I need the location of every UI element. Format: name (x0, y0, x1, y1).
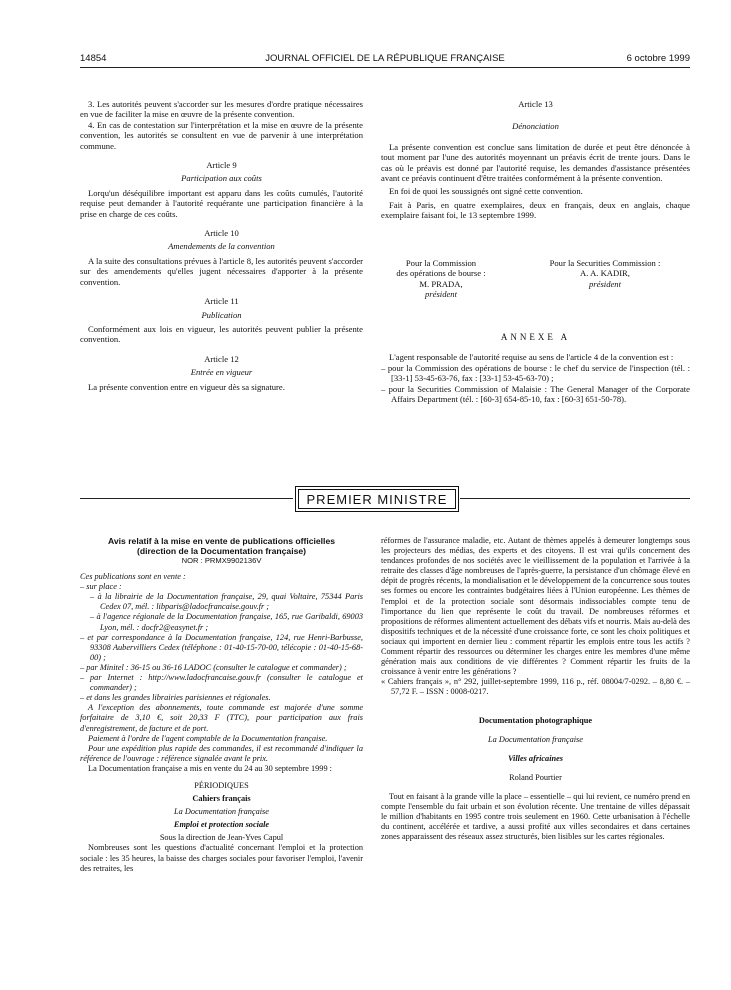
paragraph: réformes de l'assurance maladie, etc. Autant de thèmes appelés à demeurer longtemps sous les projecteurs des médias, des experts et des citoyens. Il est vrai qu'ils concernent des tendances profondes de nos sociétés avec le vieillissement de la population et l'arrivée à la retraite des classes d'âge nombreuses de l'après-guerre, la persistance d'un chômage élevé en dépit de progrès récents, la mondialisation et le développement de la concurrence sous toutes ses formes ou encore les contraintes budgétaires liées à l'Union européenne. Les thèmes de l'emploi et de la protection sociale sont désormais indissociables compte tenu de l'importance du lien que représente le coût du travail. De nombreuses réformes et propositions de réformes alimentent actuellement des débats vifs et nourris. Mais au-delà des dispositifs techniques et de la nécessité d'une croissance forte, ce sont les choix politiques et sociaux qui importent en dernier lieu : comment répartir les emplois entre tous les actifs ? Comment répartir des ressources ou déterminer les charges entre les membres d'une même génération mais aux conditions de vie différentes ? Comment répartir les fruits de la croissance à venir entre les générations ? (381, 536, 690, 677)
left-column (80, 99, 363, 392)
list-item: – à l'agence régionale de la Documentation française, 165, rue Garibaldi, 69003 Lyon, mél. : docfr2@easynet.fr ; (90, 612, 363, 632)
paragraph: A l'exception des abonnements, toute commande est majorée d'une somme forfaitaire de 3,10 €, soit 20,33 F (TTC), pour participation aux frais d'enregistrement, de facture et de port. (80, 703, 363, 733)
reference-line: « Cahiers français », n° 292, juillet-septembre 1999, 116 p., réf. 08004/7-0292. – 8,80 €. – 57,72 F. – ISSN : 0008-0217. (381, 677, 690, 697)
list-item: – sur place : (80, 582, 122, 592)
divider-left (80, 498, 293, 499)
list-item: Ces publications sont en vente : (80, 572, 186, 582)
paragraph: Nombreuses sont les questions d'actualité concernant l'emploi et la protection sociale : les 35 heures, la baisse des charges sociales pour favoriser l'emploi, l'avenir des retraites, les (80, 843, 363, 873)
signatory-name: M. PRADA, (419, 278, 463, 289)
publisher: La Documentation française (174, 807, 269, 817)
article-subtitle: Publication (201, 309, 242, 320)
list-item: – par Minitel : 36-15 ou 36-16 LADOC (consulter le catalogue et commander) ; (80, 662, 347, 672)
signatory-name: A. A. KADIR, (580, 268, 630, 279)
paragraph: Paiement à l'ordre de l'agent comptable de la Documentation française. (88, 733, 328, 743)
paragraph: En foi de quoi les soussignés ont signé cette convention. (389, 186, 583, 197)
annexe-a (381, 332, 690, 404)
paragraph: Lorqu'un déséquilibre important est apparu dans les coûts cumulés, l'autorité requise peut demander à l'autorité requérante une participation financière à la prise en charge de ces coûts. (80, 187, 363, 219)
journal-title: JOURNAL OFFICIEL DE LA RÉPUBLIQUE FRANÇAISE (265, 53, 505, 64)
article-title: Article 12 (204, 353, 239, 364)
section-banner (295, 486, 459, 512)
signature-right (520, 258, 690, 289)
annexe-title: ANNEXE A (500, 332, 571, 342)
list-item: – à la librairie de la Documentation française, 29, quai Voltaire, 75344 Paris Cedex 07, mél. : libparis@ladocfrancaise.gouv.fr ; (90, 592, 363, 612)
avis-column (80, 536, 363, 874)
list-item: – pour la Commission des opérations de bourse : le chef du service de l'inspection (tél. : [33-1] 53-45-63-76, fax : [33-1] 53-45-63-70) ; (381, 362, 690, 384)
signatory-role: président (589, 278, 621, 289)
paragraph: Pour une expédition plus rapide des commandes, il est recommandé d'indiquer la référence de l'ouvrage : référence signalée avant le prix. (80, 743, 363, 763)
section-heading: PÉRIODIQUES (194, 780, 249, 790)
list-item: – et dans les grandes librairies parisiennes et régionales. (80, 693, 271, 703)
paragraph: La présente convention est conclue sans limitation de durée et peut être dénoncée à tout moment par l'une des autorités moyennant un préavis écrit de trente jours. Dans le cas où le préavis est donné par l'autorité requise, les demandes d'assistance présentées avant ce préavis continuent d'être traitées conformément à la présente convention. (381, 141, 690, 184)
publications-column (381, 536, 690, 842)
nor-reference: NOR : PRMX9902136V (181, 556, 262, 565)
list-item: – et par correspondance à la Documentation française, 124, rue Henri-Barbusse, 93308 Aubervilliers Cedex (téléphone : 01-40-15-70-00, télécopie : 01-40-15-68-00) ; (80, 632, 363, 662)
signature-line: des opérations de bourse : (396, 268, 486, 279)
article-title: Article 13 (518, 99, 553, 109)
author-line: Roland Pourtier (509, 772, 562, 782)
publication-title: Cahiers français (192, 794, 251, 804)
paragraph: Conformément aux lois en vigueur, les autorités peuvent publier la présente convention. (80, 323, 363, 345)
article-title: Article 10 (204, 228, 239, 239)
paragraph: Fait à Paris, en quatre exemplaires, deux en français, deux en anglais, chaque exemplaire faisant foi, le 13 septembre 1999. (381, 199, 690, 221)
paragraph: La Documentation française a mis en vente du 24 au 30 septembre 1999 : (88, 763, 332, 773)
page-number: 14854 (80, 53, 107, 64)
article-title: Article 11 (204, 296, 239, 307)
paragraph: 4. En cas de contestation sur l'interprétation et la mise en œuvre de la présente convention, les autorités se consultent en vue de parvenir à une interprétation commune. (80, 119, 363, 151)
list-item: – par Internet : http://www.ladocfrancaise.gouv.fr (consulter le catalogue et commander) ; (80, 673, 363, 693)
avis-subtitle: (direction de la Documentation française) (136, 546, 307, 556)
publisher: La Documentation française (488, 734, 583, 744)
article-subtitle: Amendements de la convention (168, 241, 275, 252)
section-banner-label: PREMIER MINISTRE (306, 491, 448, 507)
paragraph: La présente convention entre en vigueur dès sa signature. (88, 381, 285, 392)
article-subtitle: Entrée en vigueur (190, 367, 253, 378)
signatory-role: président (425, 289, 457, 300)
avis-title: Avis relatif à la mise en vente de publications officielles (107, 536, 336, 546)
issue-title: Emploi et protection sociale (173, 820, 270, 830)
issue-date: 6 octobre 1999 (626, 53, 690, 64)
page-header (80, 53, 690, 67)
list-item: – pour la Securities Commission of Malaisie : The General Manager of the Corporate Affairs Department (tél. : [60-3] 654-85-10, fax : [60-3] 651-50-78). (381, 383, 690, 405)
section-heading: Documentation photographique (478, 715, 593, 725)
paragraph: L'agent responsable de l'autorité requise au sens de l'article 4 de la convention est : (389, 352, 674, 363)
article-title: Article 9 (206, 160, 237, 171)
article-subtitle: Participation aux coûts (181, 173, 262, 184)
paragraph: A la suite des consultations prévues à l'article 8, les autorités peuvent s'accorder sur des amendements qu'elles jugent nécessaires d'apporter à la présente convention. (80, 255, 363, 287)
right-column (381, 99, 690, 221)
paragraph: 3. Les autorités peuvent s'accorder sur les mesures d'ordre pratique nécessaires en vue de faciliter la mise en œuvre de la présente convention. (80, 99, 363, 120)
paragraph: Tout en faisant à la grande ville la place – essentielle – qui lui revient, ce numéro prend en compte l'ensemble du fait urbain et son évolution récente. Une trentaine de villes dépassait le million d'habitants en 1995 contre trois seulement en 1960. Cette urbanisation à l'échelle du continent, accélérée et tardive, a aussi profité aux villes secondaires et dans certaines zones apparaissent des réseaux assez structurés, bien lisibles sur les cartes régionales. (381, 791, 690, 842)
issue-title: Villes africaines (507, 753, 564, 763)
editor-line: Sous la direction de Jean-Yves Capul (159, 833, 284, 843)
header-rule (80, 67, 690, 68)
signature-left (381, 258, 501, 300)
article-subtitle: Dénonciation (512, 121, 559, 132)
divider-right (460, 498, 690, 499)
signature-line: Pour la Securities Commission : (549, 258, 661, 268)
signature-line: Pour la Commission (405, 258, 477, 268)
